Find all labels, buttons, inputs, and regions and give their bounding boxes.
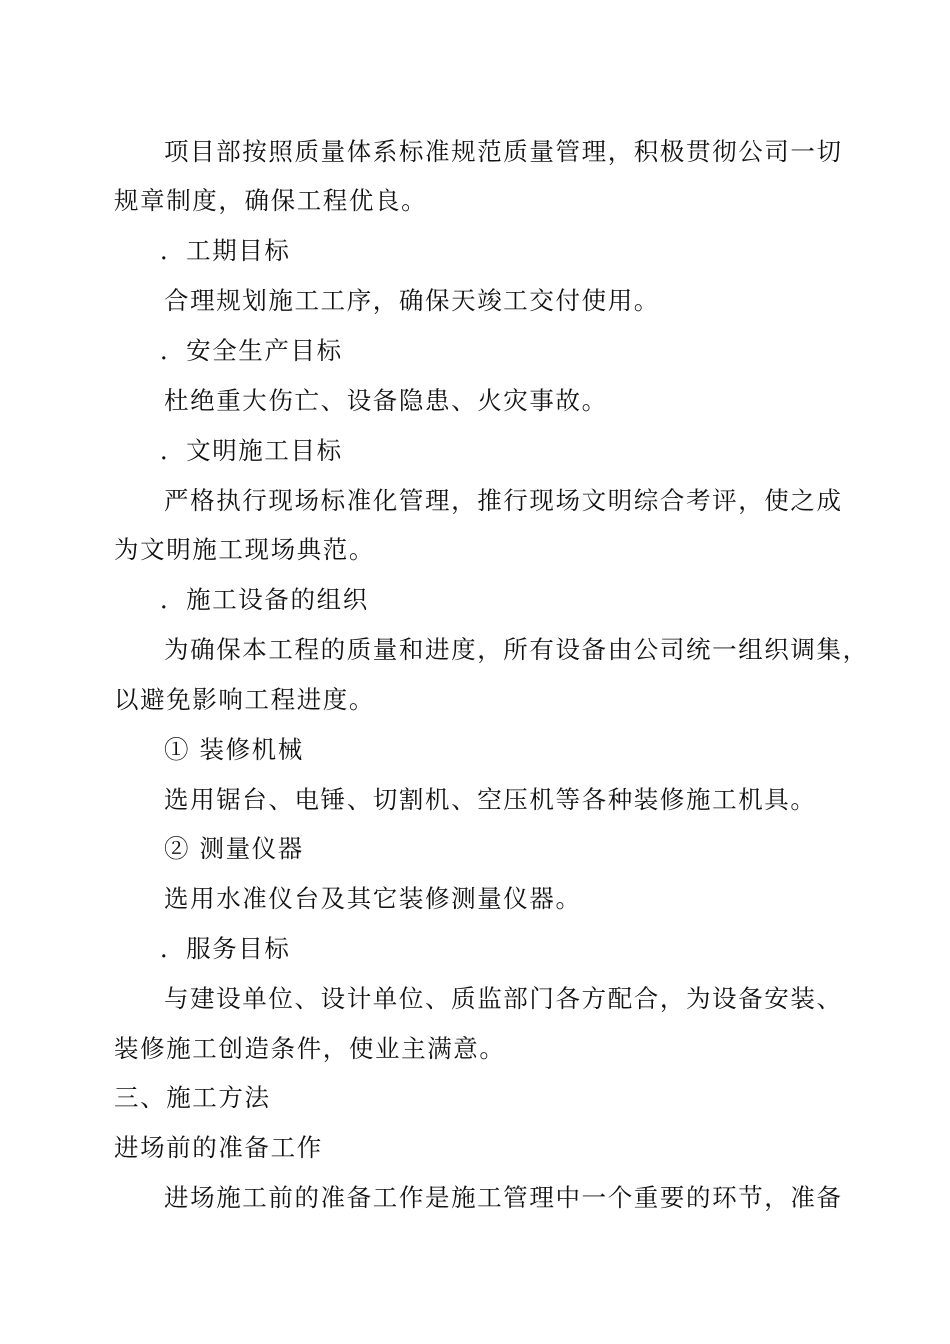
paragraph-line-19: 装修施工创造条件，使业主满意。 [114,1034,506,1063]
heading-service-goal: ．服务目标 [160,934,291,963]
paragraph-line-16: 选用水准仪台及其它装修测量仪器。 [164,884,582,913]
paragraph-line-8: 严格执行现场标准化管理，推行现场文明综合考评，使之成 [164,486,843,515]
heading-safety-goal: ．安全生产目标 [160,336,343,365]
heading-equipment-organization: ．施工设备的组织 [160,585,369,614]
paragraph-line-2: 规章制度，确保工程优良。 [114,186,428,215]
paragraph-line-18: 与建设单位、设计单位、质监部门各方配合，为设备安装、 [164,984,843,1013]
paragraph-line-1: 项目部按照质量体系标准规范质量管理，积极贯彻公司一切 [164,137,843,166]
paragraph-line-14: 选用锯台、电锤、切割机、空压机等各种装修施工机具。 [164,785,817,814]
paragraph-line-22: 进场施工前的准备工作是施工管理中一个重要的环节，准备 [164,1183,843,1212]
heading-civilized-construction-goal: ．文明施工目标 [160,436,343,465]
subheading-measuring-instruments: ② 测量仪器 [164,834,304,863]
paragraph-line-11: 为确保本工程的质量和进度，所有设备由公司统一组织调集， [164,635,869,664]
paragraph-line-12: 以避免影响工程进度。 [114,685,375,714]
paragraph-line-4: 合理规划施工工序，确保天竣工交付使用。 [164,286,660,315]
section-heading-construction-method: 三、施工方法 [114,1083,271,1112]
heading-schedule-goal: ．工期目标 [160,236,291,265]
paragraph-line-9: 为文明施工现场典范。 [114,535,375,564]
subheading-decoration-machinery: ① 装修机械 [164,735,304,764]
paragraph-line-6: 杜绝重大伤亡、设备隐患、火灾事故。 [164,386,608,415]
subsection-heading-preparation: 进场前的准备工作 [114,1133,323,1162]
